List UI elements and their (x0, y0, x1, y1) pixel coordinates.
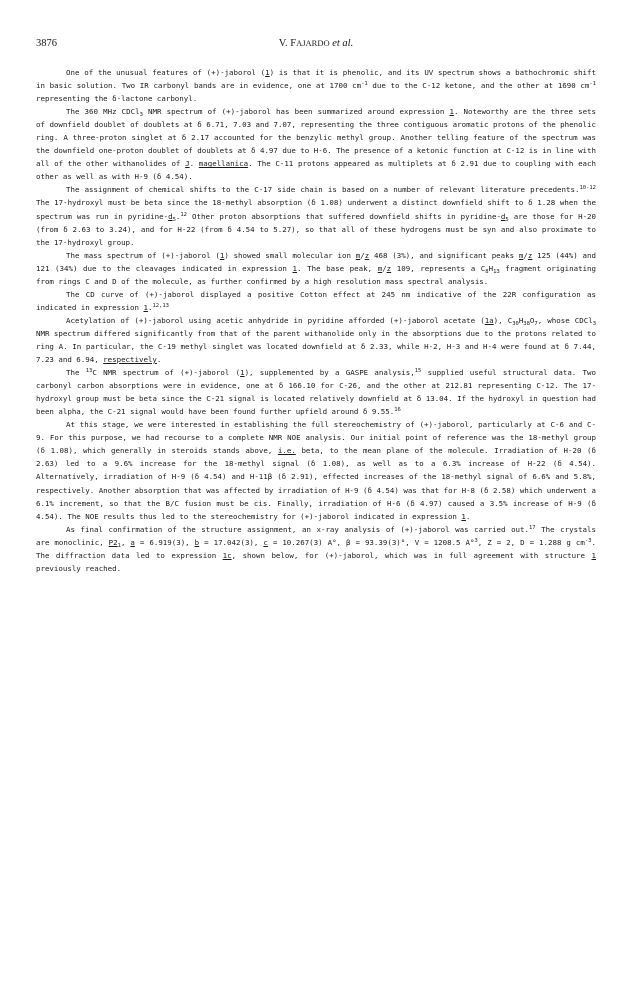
text-run: Other proton absorptions that suffered downfield shifts in pyridine- (186, 211, 501, 221)
underlined-text: d (500, 211, 506, 221)
text-run: O (529, 315, 535, 325)
text-run: , shown below, for (+)-jaborol, which was in full agreement with structure (231, 550, 592, 560)
text-run: 125 (44%) and 121 (34%) due to the cleavages indicated in expression (36, 250, 596, 273)
paragraph (36, 183, 596, 248)
text-run: . (156, 355, 162, 365)
text-run: are those for H-20 (from δ 2.63 to 3.24), and for H-22 (from δ 4.54 to 5.27), so that all of these hydrogens must be syn and also proximate to the 17-hydroxyl group. (36, 211, 597, 247)
underlined-text: i.e. (277, 446, 296, 456)
text-run: . (465, 511, 471, 521)
superscript: 13 (85, 368, 93, 375)
text-run: The CD curve of (+)-jaborol displayed a positive Cotton effect at 245 nm indicative of the 22R configuration as indicated in expression (36, 289, 596, 312)
subscript: 5 (172, 216, 176, 223)
text-run: . The base peak, (297, 263, 378, 273)
text-run: / (360, 250, 365, 260)
superscript: 15 (414, 368, 422, 375)
text-run: The mass spectrum of (+)-jaborol ( (66, 250, 220, 260)
superscript: -1 (361, 81, 368, 88)
text-run: previously reached. (36, 563, 122, 573)
subscript: 5 (505, 216, 509, 223)
text-run: The (66, 368, 86, 378)
superscript: 3 (474, 537, 478, 544)
underlined-text: 1 (143, 302, 148, 312)
text-run: . (189, 159, 199, 169)
underlined-text: 1 (219, 250, 225, 260)
underlined-text: a (130, 537, 135, 547)
underlined-text: d (168, 211, 173, 221)
superscript: 12,13 (152, 302, 169, 309)
underlined-text: m (518, 250, 524, 260)
subscript: 7 (534, 320, 538, 327)
text-run: At this stage, we were interested in establishing the full stereochemistry of (+)-jaborol, particularly at C-6 and C-9. For this purpose, we had recourse to a complete NMR NOE analysis. Our initial point of reference was the 18-methyl group (δ 1.08), which generally in steroids stands above, (36, 420, 596, 456)
text-run: representing the δ-lactone carbonyl. (36, 94, 198, 104)
underlined-text: 1 (265, 68, 270, 77)
superscript: 10-12 (579, 185, 596, 192)
underlined-text: 1c (222, 550, 232, 560)
superscript: 16 (394, 407, 401, 414)
underlined-text: m (377, 263, 383, 273)
text-run: ), supplemented by a GASPE analysis, (244, 368, 415, 378)
underlined-text: c (263, 537, 268, 547)
text-run: 109, represents a C (391, 263, 486, 273)
underlined-text: respectively (103, 355, 157, 365)
subscript: 38 (523, 320, 530, 327)
underlined-text: m (355, 250, 361, 260)
text-run: , (120, 537, 131, 547)
text-run: C NMR spectrum of (+)-jaborol ( (92, 368, 241, 378)
text-run: , whose CDCl (537, 315, 593, 325)
underlined-text: z (386, 263, 392, 273)
paragraph (36, 523, 596, 575)
text-run: The assignment of chemical shifts to the C-17 side chain is based on a number of relevant literature precedents. (66, 185, 580, 195)
underlined-text: 1a (484, 315, 494, 325)
underlined-text: 1 (292, 263, 298, 273)
superscript: -1 (589, 81, 596, 88)
text-run: NMR spectrum differed significantly from that of the parent withanolide only in the absorptions due to the protons related to ring A. In particular, the C-19 methyl singlet was located downfield at δ 2.33, while H-2, H-3 and H-4 were found at δ 7.44, 7.23 and 6.94, (36, 328, 596, 365)
underlined-text: P2 (108, 537, 118, 547)
text-run: supplied useful structural data. Two carbonyl carbon absorptions were in evidence, one at δ 166.10 for C-26, and the other at 212.81 representing C-12. The 17-hydroxyl group must be beta since the C-21 signal is located relatively downfield at δ 13.04. If the hydroxyl in question had been alpha, the C-21 signal would have been found further upfield around δ 9.55. (36, 368, 596, 417)
text-run: = 17.042(3), (199, 537, 264, 547)
text-run: H (518, 315, 524, 325)
text-run: H (488, 263, 494, 273)
text-run: NMR spectrum of (+)-jaborol has been summarized around expression (142, 107, 450, 117)
text-run: fragment originating from rings C and D of the molecule, as further confirmed by a high resolution mass spectral analysis. (36, 263, 596, 286)
text-run: . The C-11 protons appeared as multiplets at δ 2.91 due to coupling with each other as well as with H-9 (δ 4.54). (36, 159, 596, 182)
subscript: 30 (512, 320, 519, 327)
text-run: ), C (493, 315, 513, 325)
underlined-text: z (527, 250, 533, 260)
subscript: 3 (592, 320, 596, 327)
author-suffix: et al. (329, 38, 354, 49)
author-smallcaps: AJARDO (296, 38, 330, 48)
text-run: due to the C-12 ketone, and the other at 1690 cm (367, 81, 590, 91)
text-run: The crystals are monoclinic, (36, 524, 596, 547)
text-run: ) showed small molecular ion (224, 250, 356, 260)
text-run: = 6.919(3), (134, 537, 195, 547)
paragraph (36, 249, 596, 288)
underlined-text: 1 (461, 511, 466, 521)
text-run: ) is that it is phenolic, and its UV spectrum shows a bathochromic shift in basic solution. Two IR carbonyl bands are in evidence, one at 1700 cm (36, 68, 596, 91)
underlined-text: z (364, 250, 370, 260)
article-body (36, 66, 596, 575)
text-run: The 360 MHz CDCl (66, 107, 140, 117)
text-run: As final confirmation of the structure assignment, an x-ray analysis of (+)-jaborol was carried out. (66, 524, 529, 534)
paragraph (36, 366, 596, 418)
paragraph (36, 288, 596, 314)
underlined-text: b (194, 537, 200, 547)
subscript: 13 (493, 268, 500, 275)
text-run: Acetylation of (+)-jaborol using acetic anhydride in pyridine afforded (+)-jaborol acetate ( (66, 315, 485, 325)
underlined-text: 1 (591, 550, 596, 560)
paragraph (36, 314, 596, 366)
text-run: . The diffraction data led to expression (36, 537, 596, 560)
paragraph (36, 66, 596, 105)
text-run: , Z = 2, D = 1.288 g cm (477, 537, 585, 547)
superscript: 17 (528, 524, 536, 531)
text-run: . Noteworthy are the three sets of downfield doublet of doublets at δ 6.71, 7.03 and 7.07, representing the three contiguous aromatic protons of the phenolic ring. A three-proton singlet at δ 2.17 accounted for the benzylic methyl group. Another telling feature of the spectrum was the downfield one-proton doublet of doublets at δ 4.97 due to H-6. The presence of a ketonic function at C-12 is in line with all of the other withanolides of (36, 107, 597, 169)
text-run: The 17-hydroxyl must be beta since the 18-methyl absorption (δ 1.08) underwent a distinct downfield shift to δ 1.28 when the spectrum was run in pyridine- (36, 198, 596, 221)
text-run: 468 (3%), and significant peaks (369, 250, 519, 260)
underlined-text: 1 (240, 368, 245, 378)
superscript: -3 (584, 537, 592, 544)
text-run: One of the unusual features of (+)-jaborol ( (66, 68, 266, 77)
text-run: beta, to the mean plane of the molecule. Irradiation of H-20 (δ 2.63) led to a 9.6% increase for the 18-methyl signal (δ 1.08), as well as to a 6.3% increase of H-22 (δ 4.54). Alternatively, irradiation of H-9 (δ 4.54) and H-11β (δ 2.91), effected increases of the 18-methyl signal of 6.6% and 5.8%, respectively. Another absorption that was affected by irradiation of H-9 (δ 4.54) was that for H-8 (δ 2.58) which underwent a 6.1% increment, so that the B/C fusion must be cis. Finally, irradiation of H-6 (δ 4.97) caused a 3.5% increase of H-9 (δ 4.54). The NOE results thus led to the stereochemistry for (+)-jaborol indicated in expression (36, 446, 596, 521)
underlined-text: 1 (449, 107, 454, 117)
text-run: / (382, 263, 387, 273)
underlined-text: magellanica (198, 159, 249, 169)
paragraph (36, 105, 596, 183)
text-run: . (147, 302, 153, 312)
author-prefix: V. F (278, 38, 297, 49)
text-run: . (175, 211, 181, 221)
underlined-text: J (185, 159, 190, 169)
page-number: 3876 (36, 38, 57, 49)
text-run: / (523, 250, 528, 260)
paragraph (36, 418, 596, 522)
running-author (36, 38, 596, 49)
text-run: = 10.267(3) A°, β = 93.39(3)°, V = 1208.5 A° (267, 537, 475, 547)
subscript: 1 (117, 542, 121, 549)
superscript: 12 (180, 211, 187, 218)
running-header (36, 38, 596, 52)
subscript: 3 (139, 112, 143, 119)
subscript: 8 (485, 268, 489, 275)
